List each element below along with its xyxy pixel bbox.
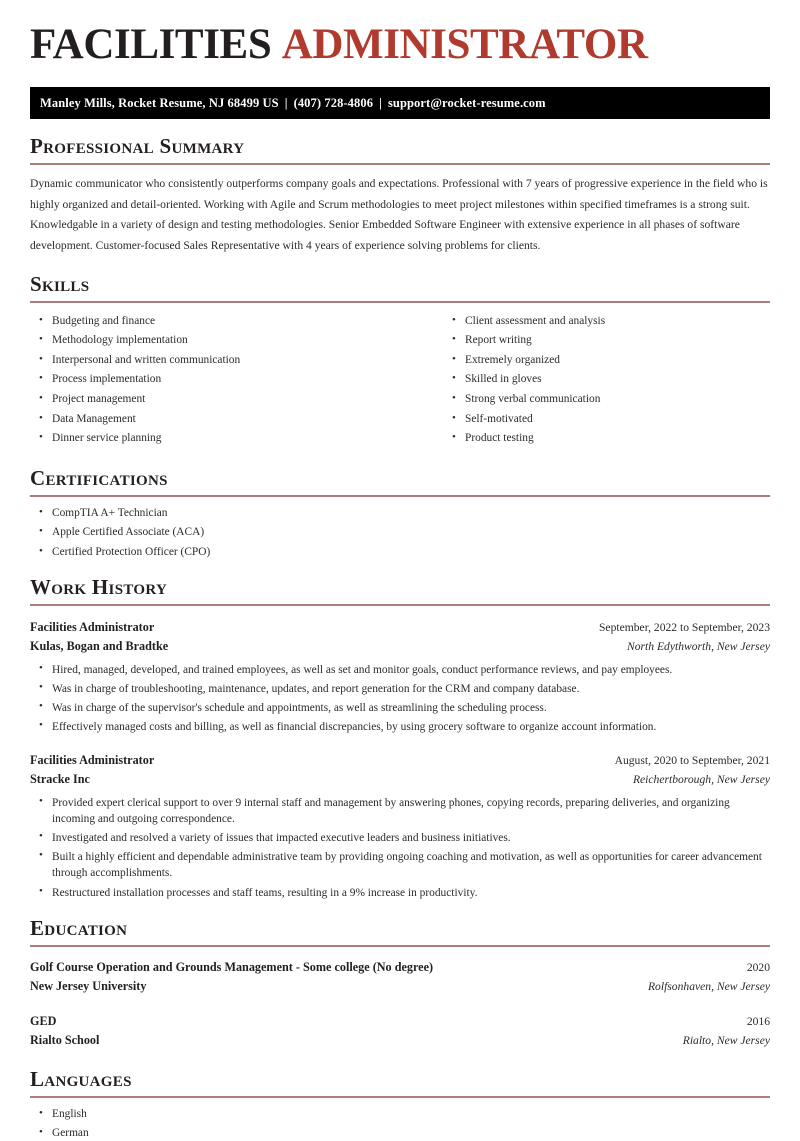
education-degree-row — [30, 1012, 770, 1031]
section-heading-summary: Professional Summary — [30, 134, 245, 159]
section-professional-summary — [30, 135, 770, 257]
work-history-entry — [30, 751, 770, 901]
list-item: • Skilled in gloves — [443, 372, 770, 387]
contact-bar — [30, 87, 770, 119]
job-location: Reichertborough, New Jersey — [632, 772, 770, 786]
list-item: • Provided expert clerical support to over 9 internal staff and management by answering phones, copying records, preparing deliveries, and organizing incoming and outgoing correspondence. — [30, 795, 770, 827]
job-location: North Edythworth, New Jersey — [627, 639, 770, 653]
section-education — [30, 917, 770, 1050]
job-company: Kulas, Bogan and Bradtke — [30, 638, 169, 653]
resume-name-title — [30, 0, 770, 67]
list-item: • Dinner service planning — [30, 431, 400, 446]
skills-list-left — [30, 314, 400, 446]
list-item: • Restructured installation processes and staff teams, resulting in a 9% increase in productivity. — [30, 885, 770, 901]
education-entry — [30, 1012, 770, 1050]
list-item: • Certified Protection Officer (CPO) — [30, 545, 770, 560]
job-title: Facilities Administrator — [30, 752, 155, 767]
job-company-row — [30, 770, 770, 789]
education-school: Rialto School — [30, 1032, 100, 1047]
section-heading-languages: Languages — [30, 1066, 132, 1091]
education-location: Rialto, New Jersey — [682, 1033, 770, 1047]
job-bullets-list — [30, 662, 770, 736]
contact-phone[interactable]: (407) 728-4806 — [293, 95, 374, 110]
contact-separator-2: | — [379, 95, 382, 110]
section-divider-summary — [30, 163, 770, 165]
list-item: • German — [30, 1126, 770, 1141]
list-item: • CompTIA A+ Technician — [30, 506, 770, 521]
section-divider-languages — [30, 1096, 770, 1098]
job-title: Facilities Administrator — [30, 619, 155, 634]
list-item: • Report writing — [443, 333, 770, 348]
section-heading-skills: Skills — [30, 271, 90, 296]
list-item: • Budgeting and finance — [30, 314, 400, 329]
list-item: • Was in charge of troubleshooting, maintenance, updates, and report generation for the CRM and company database. — [30, 681, 770, 697]
list-item: • Self-motivated — [443, 412, 770, 427]
education-location: Rolfsonhaven, New Jersey — [647, 979, 770, 993]
education-degree: Golf Course Operation and Grounds Management - Some college (No degree) — [30, 959, 434, 974]
list-item: • Apple Certified Associate (ACA) — [30, 525, 770, 540]
certifications-list — [30, 506, 770, 560]
education-degree-row — [30, 958, 770, 977]
languages-list — [30, 1107, 770, 1141]
skills-column-right — [400, 305, 770, 451]
job-bullets-list — [30, 795, 770, 901]
list-item: • Process implementation — [30, 372, 400, 387]
list-item: • Interpersonal and written communication — [30, 353, 400, 368]
section-divider-skills — [30, 301, 770, 303]
section-divider-certifications — [30, 495, 770, 497]
list-item: • Extremely organized — [443, 353, 770, 368]
job-title-row — [30, 751, 770, 770]
list-item: • Project management — [30, 392, 400, 407]
section-work-history — [30, 576, 770, 901]
section-certifications — [30, 467, 770, 560]
list-item: • Methodology implementation — [30, 333, 400, 348]
education-year: 2020 — [746, 960, 770, 974]
skills-list-right — [443, 314, 770, 446]
contact-separator-1: | — [284, 95, 288, 110]
section-heading-certifications: Certifications — [30, 465, 168, 490]
skills-column-left — [30, 305, 400, 451]
list-item: • Product testing — [443, 431, 770, 446]
job-dates: September, 2022 to September, 2023 — [598, 620, 770, 634]
education-entry — [30, 958, 770, 996]
section-languages — [30, 1068, 770, 1141]
name-first: FACILITIES — [30, 21, 272, 68]
name-last: ADMINISTRATOR — [281, 21, 648, 68]
education-degree: GED — [30, 1013, 57, 1028]
job-company: Stracke Inc — [30, 771, 90, 786]
education-school-row — [30, 977, 770, 996]
list-item: • English — [30, 1107, 770, 1122]
section-skills — [30, 273, 770, 451]
list-item: • Client assessment and analysis — [443, 314, 770, 329]
list-item: • Was in charge of the supervisor's schedule and appointments, as well as streamlining the scheduling process. — [30, 700, 770, 716]
job-dates: August, 2020 to September, 2021 — [614, 753, 770, 767]
list-item: • Hired, managed, developed, and trained employees, as well as set and monitor goals, conduct performance reviews, and pay employees. — [30, 662, 770, 678]
list-item: • Data Management — [30, 412, 400, 427]
section-divider-education — [30, 945, 770, 947]
job-company-row — [30, 637, 770, 656]
section-divider-work-history — [30, 604, 770, 606]
education-school-row — [30, 1031, 770, 1050]
education-year: 2016 — [746, 1014, 770, 1028]
skills-columns — [30, 305, 770, 451]
section-heading-work-history: Work History — [30, 574, 168, 599]
section-heading-education: Education — [30, 915, 128, 940]
list-item: • Effectively managed costs and billing, as well as financial discrepancies, by using grocery software to organize account information. — [30, 719, 770, 735]
list-item: • Investigated and resolved a variety of issues that impacted executive leaders and business initiatives. — [30, 830, 770, 846]
education-school: New Jersey University — [30, 978, 147, 993]
job-title-row — [30, 618, 770, 637]
work-history-entry — [30, 618, 770, 736]
list-item: • Strong verbal communication — [443, 392, 770, 407]
summary-text: Dynamic communicator who consistently outperforms company goals and expectations. Professional with 7 years of progressive experience in the field who is highly organized and detail-oriented. Working with Agile and Scrum methodologies to meet project milestones within specified timeframes is a strong suit. Knowledgable in a variety of design and testing methodologies. Senior Embedded Software Engineer with extensive experience in all phases of software development. Customer-focused Sales Representative with 4 years of experience solving problems for clients. — [30, 177, 768, 253]
contact-address: Manley Mills, Rocket Resume, NJ 68499 US — [40, 95, 279, 110]
list-item: • Built a highly efficient and dependable administrative team by providing ongoing coaching and motivation, as well as opportunities for career advancement through accomplishments. — [30, 849, 770, 881]
contact-email[interactable]: support@rocket-resume.com — [387, 95, 546, 110]
